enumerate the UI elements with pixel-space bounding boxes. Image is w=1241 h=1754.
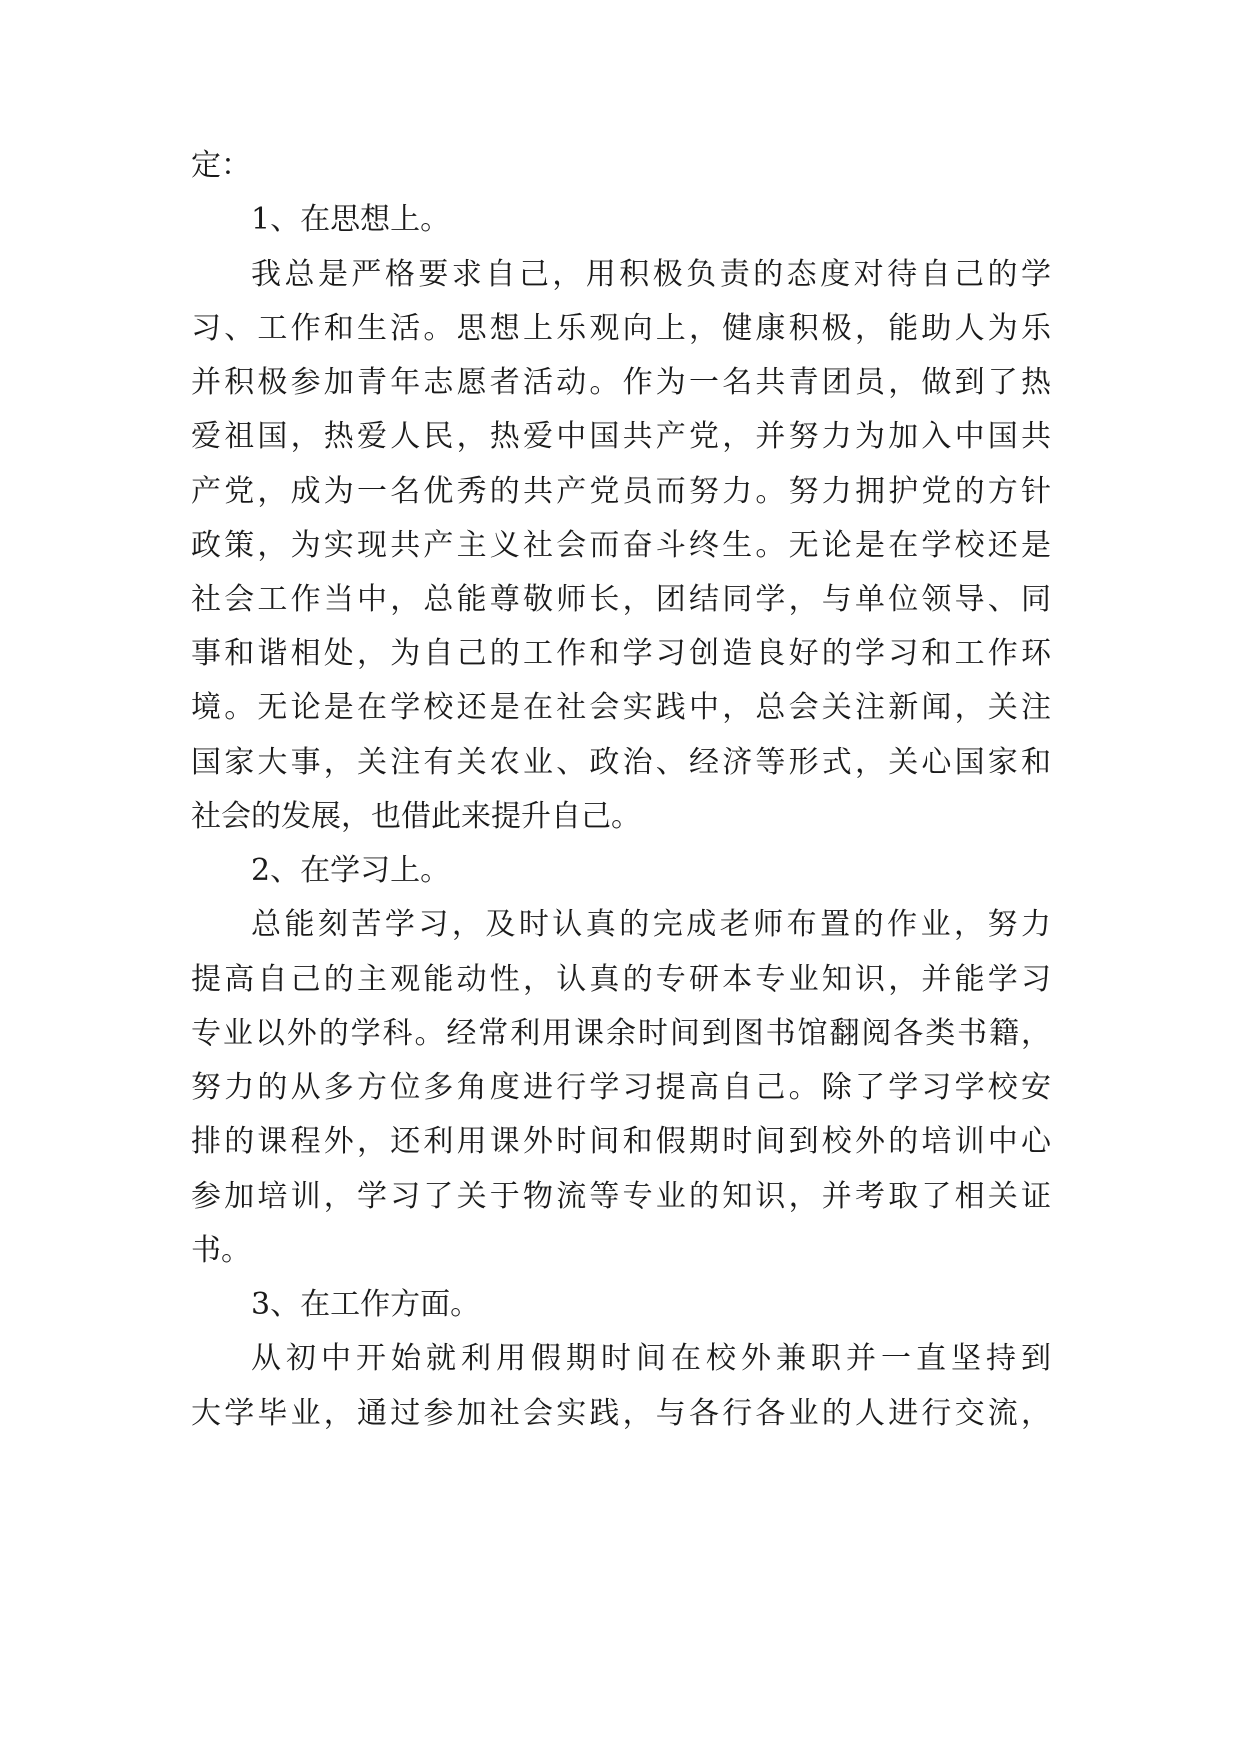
text-line: 国家大事，关注有关农业、政治、经济等形式，关心国家和	[191, 745, 1051, 780]
section-heading-work: 3、在工作方面。	[251, 1287, 481, 1322]
text-line: 习、工作和生活。思想上乐观向上，健康积极，能助人为乐	[191, 311, 1051, 346]
text-line: 产党，成为一名优秀的共产党员而努力。努力拥护党的方针	[191, 474, 1051, 509]
text-line: 从初中开始就利用假期时间在校外兼职并一直坚持到	[251, 1341, 1051, 1376]
section-heading-study: 2、在学习上。	[251, 853, 451, 888]
text-line: 排的课程外，还利用课外时间和假期时间到校外的培训中心	[191, 1124, 1051, 1159]
text-line: 并积极参加青年志愿者活动。作为一名共青团员，做到了热	[191, 365, 1051, 400]
text-line: 社会工作当中，总能尊敬师长，团结同学，与单位领导、同	[191, 582, 1051, 617]
text-line: 大学毕业，通过参加社会实践，与各行各业的人进行交流，	[191, 1396, 1051, 1431]
text-line: 境。无论是在学校还是在社会实践中，总会关注新闻，关注	[191, 690, 1051, 725]
text-line: 政策，为实现共产主义社会而奋斗终生。无论是在学校还是	[191, 528, 1051, 563]
text-line: 我总是严格要求自己，用积极负责的态度对待自己的学	[251, 257, 1051, 292]
text-line: 总能刻苦学习，及时认真的完成老师布置的作业，努力	[251, 907, 1051, 942]
text-line: 社会的发展，也借此来提升自己。	[191, 799, 641, 834]
text-line: 提高自己的主观能动性，认真的专研本专业知识，并能学习	[191, 962, 1051, 997]
text-line: 定：	[191, 148, 251, 183]
text-line: 书。	[191, 1233, 251, 1268]
text-line: 事和谐相处，为自己的工作和学习创造良好的学习和工作环	[191, 636, 1051, 671]
text-line: 参加培训，学习了关于物流等专业的知识，并考取了相关证	[191, 1179, 1051, 1214]
text-line: 爱祖国，热爱人民，热爱中国共产党，并努力为加入中国共	[191, 419, 1051, 454]
text-line: 专业以外的学科。经常利用课余时间到图书馆翻阅各类书籍，	[191, 1016, 1051, 1051]
section-heading-thought: 1、在思想上。	[251, 202, 451, 237]
text-line: 努力的从多方位多角度进行学习提高自己。除了学习学校安	[191, 1070, 1051, 1105]
